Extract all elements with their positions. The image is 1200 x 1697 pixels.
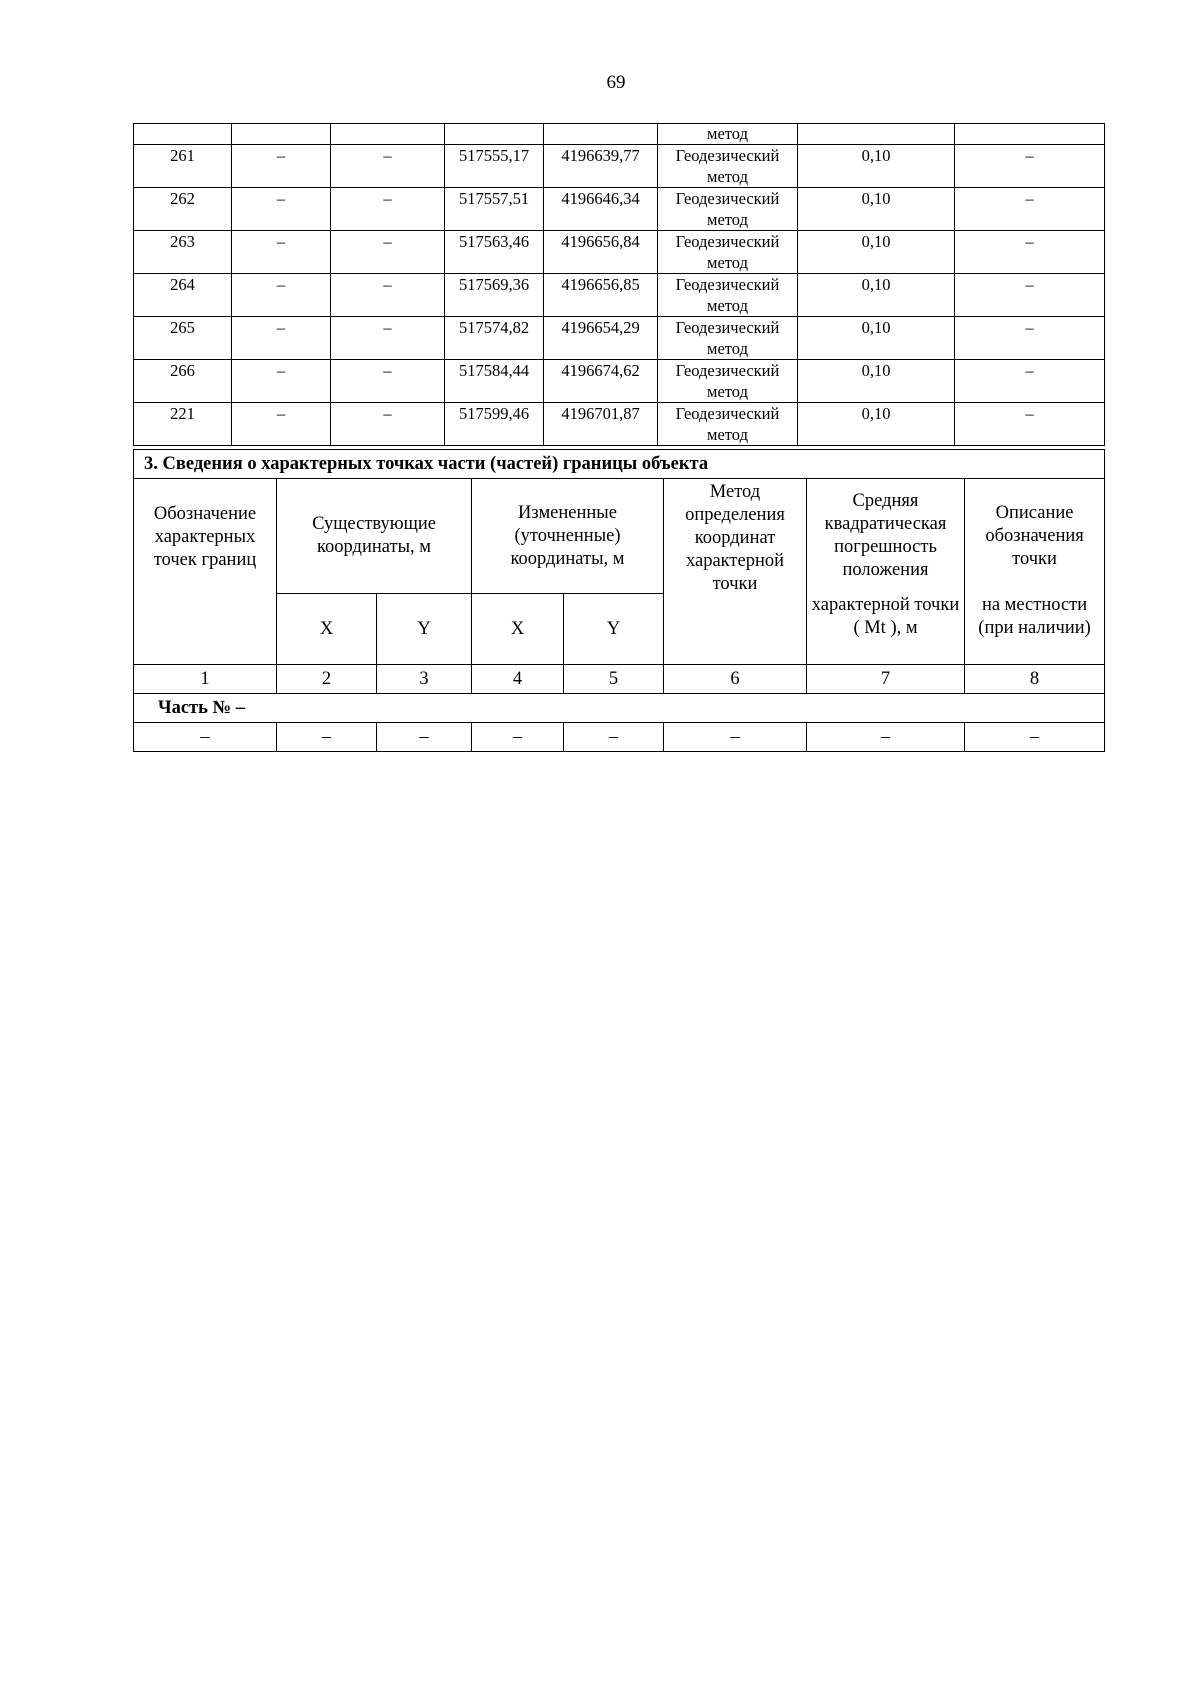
column-number: 2 xyxy=(277,665,377,694)
column-numbers-row xyxy=(134,665,1105,694)
column-number: 7 xyxy=(807,665,965,694)
description-cell: – xyxy=(955,274,1105,317)
table-row xyxy=(134,145,1105,188)
changed-y: 4196654,29 xyxy=(544,317,658,360)
method-cell: Геодезический метод xyxy=(658,403,798,446)
changed-x: 517569,36 xyxy=(445,274,544,317)
table-cell: – xyxy=(965,723,1105,752)
table-cell: – xyxy=(807,723,965,752)
changed-x: 517599,46 xyxy=(445,403,544,446)
description-cell: – xyxy=(955,188,1105,231)
changed-x: 517584,44 xyxy=(445,360,544,403)
designation-header: Обозначение характерных точек границ xyxy=(134,479,277,665)
table-row xyxy=(134,188,1105,231)
changed-x: 517557,51 xyxy=(445,188,544,231)
existing-x: – xyxy=(232,145,331,188)
accuracy-cell: 0,10 xyxy=(798,188,955,231)
table-cell: – xyxy=(277,723,377,752)
table-cell: – xyxy=(664,723,807,752)
point-id: 266 xyxy=(134,360,232,403)
changed-y: 4196674,62 xyxy=(544,360,658,403)
table-cell: – xyxy=(377,723,472,752)
description-cell: – xyxy=(955,360,1105,403)
point-id: 265 xyxy=(134,317,232,360)
method-cell: Геодезический метод xyxy=(658,231,798,274)
accuracy-cell: 0,10 xyxy=(798,231,955,274)
column-number: 8 xyxy=(965,665,1105,694)
changed-y: 4196646,34 xyxy=(544,188,658,231)
existing-x-header: X xyxy=(277,594,377,665)
section-title: 3. Сведения о характерных точках части (частей) границы объекта xyxy=(134,450,1105,479)
method-cell: метод xyxy=(658,124,798,145)
description-cell: – xyxy=(955,403,1105,446)
changed-y: 4196701,87 xyxy=(544,403,658,446)
table-cell: – xyxy=(472,723,564,752)
existing-x: – xyxy=(232,317,331,360)
method-cell: Геодезический метод xyxy=(658,145,798,188)
description-subheader: на местности (при наличии) xyxy=(965,594,1105,665)
changed-coords-header: Измененные (уточненные) координаты, м xyxy=(472,479,664,594)
accuracy-cell: 0,10 xyxy=(798,360,955,403)
table-row xyxy=(134,317,1105,360)
part-points-table xyxy=(133,449,1105,752)
changed-x: 517555,17 xyxy=(445,145,544,188)
existing-y: – xyxy=(331,188,445,231)
existing-y: – xyxy=(331,317,445,360)
accuracy-cell: 0,10 xyxy=(798,403,955,446)
accuracy-header: Средняя квадратическая погрешность положения xyxy=(807,479,965,594)
existing-y: – xyxy=(331,403,445,446)
description-cell: – xyxy=(955,145,1105,188)
accuracy-cell: 0,10 xyxy=(798,274,955,317)
table-row xyxy=(134,403,1105,446)
description-header: Описание обозначения точки xyxy=(965,479,1105,594)
changed-x: 517563,46 xyxy=(445,231,544,274)
column-number: 1 xyxy=(134,665,277,694)
changed-y: 4196656,84 xyxy=(544,231,658,274)
method-cell: Геодезический метод xyxy=(658,317,798,360)
existing-coords-header: Существующие координаты, м xyxy=(277,479,472,594)
table-cell: – xyxy=(134,723,277,752)
existing-x: – xyxy=(232,188,331,231)
point-id: 262 xyxy=(134,188,232,231)
description-cell: – xyxy=(955,231,1105,274)
method-cell: Геодезический метод xyxy=(658,274,798,317)
existing-x: – xyxy=(232,274,331,317)
table-cell: – xyxy=(564,723,664,752)
method-cell: Геодезический метод xyxy=(658,188,798,231)
method-header: Метод определения координат характерной точки xyxy=(664,479,807,665)
existing-x: – xyxy=(232,360,331,403)
accuracy-cell: 0,10 xyxy=(798,317,955,360)
changed-y: 4196656,85 xyxy=(544,274,658,317)
description-cell: – xyxy=(955,317,1105,360)
existing-x: – xyxy=(232,403,331,446)
existing-y-header: Y xyxy=(377,594,472,665)
changed-y-header: Y xyxy=(564,594,664,665)
existing-x: – xyxy=(232,231,331,274)
column-number: 6 xyxy=(664,665,807,694)
existing-y: – xyxy=(331,274,445,317)
part-label: Часть № – xyxy=(134,694,1105,723)
table-row xyxy=(134,274,1105,317)
existing-y: – xyxy=(331,360,445,403)
table-row xyxy=(134,124,1105,145)
point-id: 263 xyxy=(134,231,232,274)
existing-y: – xyxy=(331,231,445,274)
method-cell: Геодезический метод xyxy=(658,360,798,403)
column-number: 3 xyxy=(377,665,472,694)
table-row xyxy=(134,360,1105,403)
points-table xyxy=(133,123,1105,446)
point-id: 264 xyxy=(134,274,232,317)
accuracy-subheader: характерной точки ( Mt ), м xyxy=(807,594,965,665)
existing-y: – xyxy=(331,145,445,188)
column-number: 4 xyxy=(472,665,564,694)
table-row xyxy=(134,231,1105,274)
accuracy-cell: 0,10 xyxy=(798,145,955,188)
changed-x: 517574,82 xyxy=(445,317,544,360)
column-number: 5 xyxy=(564,665,664,694)
point-id: 261 xyxy=(134,145,232,188)
changed-x-header: X xyxy=(472,594,564,665)
point-id: 221 xyxy=(134,403,232,446)
table-row xyxy=(134,723,1105,752)
page-number: 69 xyxy=(606,72,626,93)
changed-y: 4196639,77 xyxy=(544,145,658,188)
